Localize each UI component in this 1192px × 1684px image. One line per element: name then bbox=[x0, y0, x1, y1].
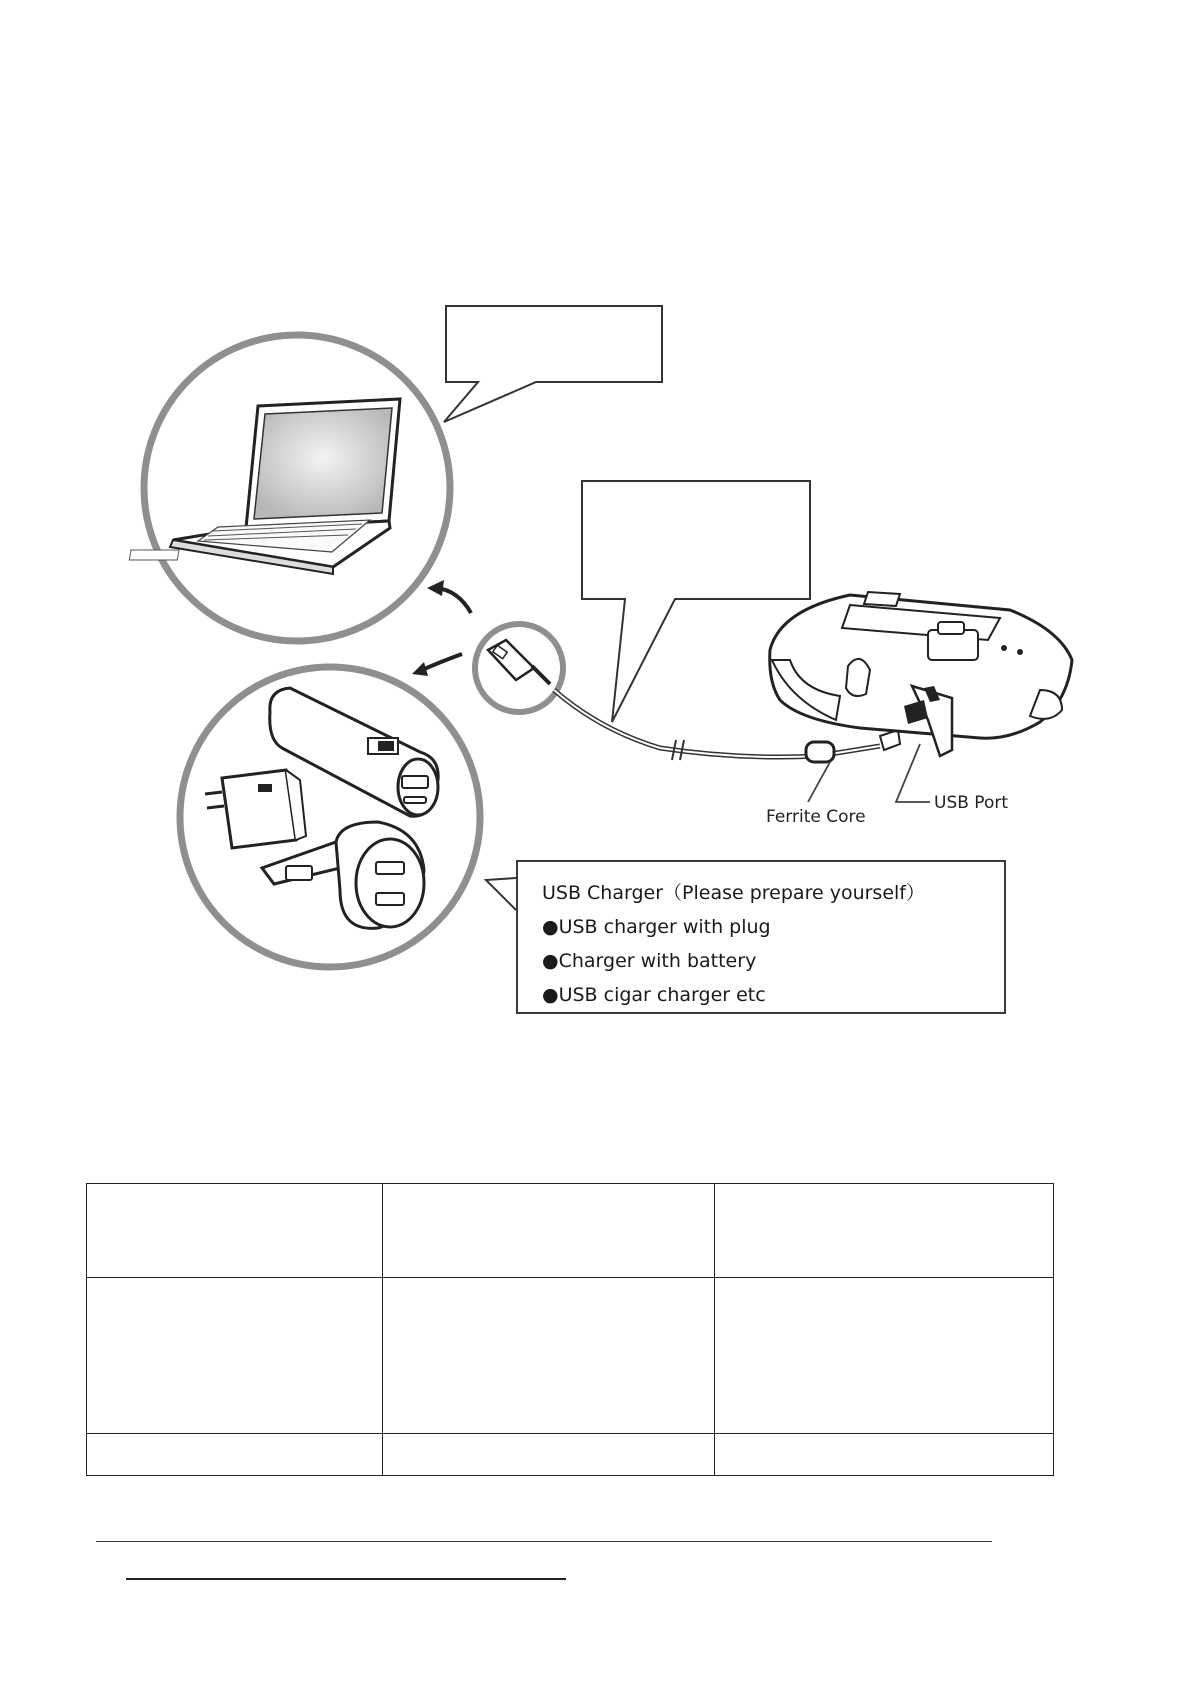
pc-callout-bubble bbox=[444, 306, 662, 422]
usb-charger-title: USB Charger（Please prepare yourself） bbox=[542, 882, 925, 904]
usb-charger-item: ●USB charger with plug bbox=[542, 916, 771, 938]
laptop-circle bbox=[129, 335, 450, 641]
usb-charger-item: ●Charger with battery bbox=[542, 950, 757, 972]
usb-port-label: USB Port bbox=[934, 793, 1009, 813]
table-cell bbox=[382, 1184, 715, 1278]
table-cell bbox=[715, 1278, 1054, 1434]
arrow-to-laptop bbox=[427, 580, 471, 613]
table-cell bbox=[715, 1184, 1054, 1278]
table-row bbox=[87, 1184, 1054, 1278]
table-row bbox=[87, 1434, 1054, 1476]
chargers-circle bbox=[180, 667, 480, 967]
table-cell bbox=[715, 1434, 1054, 1476]
usb-charger-item: ●USB cigar charger etc bbox=[542, 984, 766, 1006]
table-cell bbox=[87, 1184, 383, 1278]
charger-box-pointer bbox=[486, 878, 516, 910]
underline-line bbox=[126, 1578, 566, 1580]
table-row bbox=[87, 1278, 1054, 1434]
usb-port-leader bbox=[896, 744, 930, 802]
table-cell bbox=[382, 1278, 715, 1434]
empty-table bbox=[86, 1183, 1054, 1476]
usb-plug-circle bbox=[475, 624, 563, 712]
ferrite-leader bbox=[808, 762, 830, 802]
arrow-to-chargers bbox=[412, 654, 462, 676]
table-cell bbox=[87, 1434, 383, 1476]
divider-line bbox=[96, 1541, 992, 1542]
table-cell bbox=[87, 1278, 383, 1434]
printer-icon bbox=[770, 592, 1072, 756]
ferrite-core-label: Ferrite Core bbox=[766, 807, 866, 827]
table-cell bbox=[382, 1434, 715, 1476]
usb-charger-box bbox=[516, 860, 1006, 1014]
